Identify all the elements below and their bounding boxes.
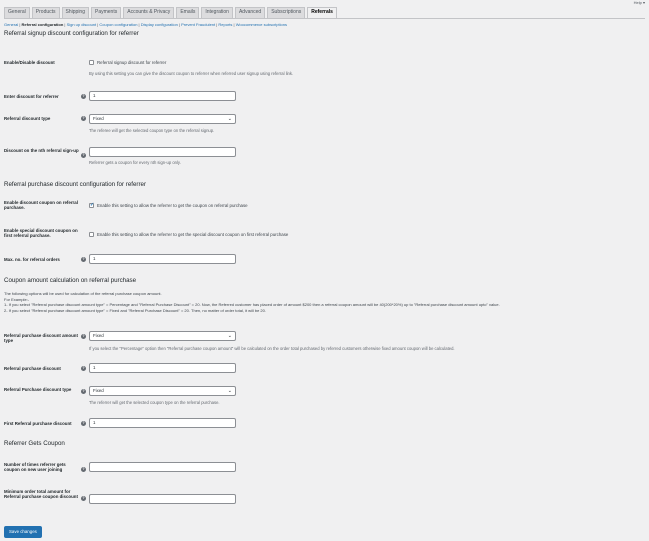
enable-signup-discount-checkbox[interactable]: [89, 60, 94, 65]
chevron-down-icon: ⌄: [227, 116, 232, 122]
referral-discount-type-select[interactable]: Fixed ⌄: [89, 114, 236, 124]
max-referral-orders-label: Max. no. for referral orders: [4, 257, 60, 262]
minimum-order-total-label: Minimum order total amount for Referral purchase coupon discount: [4, 489, 78, 500]
minimum-order-total-input[interactable]: [89, 494, 236, 504]
sub-navigation: General | Referral configuration | Sign up discount | Coupon configuration | Display configuration | Prevent Fraudulent | Reports | Woocommerce subscriptions: [4, 22, 287, 27]
referral-discount-type-description: The referee will get the selected coupon type on the referral signup.: [89, 128, 215, 133]
purchase-discount-label: Referral purchase discount: [4, 366, 61, 371]
nth-referral-label: Discount on the nth referral sign-up: [4, 148, 79, 153]
question-circle-icon: ?: [82, 257, 85, 261]
tab-products[interactable]: Products: [32, 7, 60, 18]
calculation-intro: The following options will be used for calculation of the referral purchase coupon amount.: [4, 291, 162, 296]
purchase-discount-input[interactable]: 1: [89, 363, 236, 373]
enable-purchase-coupon-label: Enable discount coupon on referral purchase.: [4, 200, 78, 211]
section-title-referrer-gets: Referrer Gets Coupon: [4, 440, 65, 447]
question-circle-icon: ?: [82, 421, 85, 425]
question-circle-icon: ?: [82, 467, 85, 471]
purchase-coupon-type-label: Referral Purchase discount type: [4, 387, 72, 392]
times-referrer-gets-label: Number of times referrer gets coupon on new user joining: [4, 462, 66, 473]
check-icon: ✓: [90, 202, 95, 208]
question-circle-icon: ?: [82, 116, 85, 120]
enable-discount-label: Enable/Disable discount: [4, 60, 55, 65]
section-title-signup: Referral signup discount configuration for referrer: [4, 30, 139, 37]
calculation-example-2: 2- If you select "Referral purchase discount amount type" = Fixed and "Referral Purchase Discount" = 20. Then, no matter of order total, it will be 20.: [4, 307, 266, 313]
subnav-general[interactable]: General: [4, 22, 19, 27]
enable-purchase-coupon-checkbox-label: Enable this setting to allow the referrer to get the coupon on referral purchase: [97, 203, 248, 208]
first-purchase-discount-label: First Referral purchase discount: [4, 421, 72, 426]
enable-signup-discount-checkbox-label: Referral signup discount for referrer: [97, 60, 167, 65]
nth-referral-input[interactable]: [89, 147, 236, 157]
subnav-referral-configuration[interactable]: Referral configuration: [21, 22, 64, 27]
subnav-reports[interactable]: Reports: [218, 22, 233, 27]
purchase-coupon-type-description: The referrer will get the selected coupon type on the referral purchase.: [89, 400, 220, 405]
tab-subscriptions[interactable]: Subscriptions: [267, 7, 305, 18]
section-title-calculation: Coupon amount calculation on referral purchase: [4, 277, 137, 284]
tab-integration[interactable]: Integration: [201, 7, 233, 18]
chevron-down-icon: ⌄: [227, 333, 232, 339]
special-discount-label: Enable special discount coupon on first referral purchase.: [4, 228, 78, 239]
calculation-example-heading: For Example:-: [4, 296, 30, 302]
referrer-discount-label: Enter discount for referrer: [4, 94, 59, 99]
save-changes-button[interactable]: Save changes: [4, 526, 42, 538]
question-circle-icon: ?: [82, 94, 85, 98]
referral-discount-type-label: Referral discount type: [4, 116, 51, 121]
tab-divider: [4, 18, 645, 19]
enable-discount-description: By using this setting you can give the discount coupon to referrer when referred user signup using referral link.: [89, 71, 294, 76]
first-purchase-discount-input[interactable]: 1: [89, 418, 236, 428]
subnav-signup-discount[interactable]: Sign up discount: [66, 22, 97, 27]
subnav-woocommerce-subscriptions[interactable]: Woocommerce subscriptions: [235, 22, 287, 27]
question-circle-icon: ?: [82, 366, 85, 370]
special-discount-checkbox[interactable]: [89, 232, 94, 237]
amount-type-select[interactable]: Fixed ⌄: [89, 331, 236, 341]
tab-emails[interactable]: Emails: [176, 7, 199, 18]
tab-advanced[interactable]: Advanced: [235, 7, 265, 18]
enable-purchase-coupon-checkbox[interactable]: [89, 203, 94, 208]
tab-shipping[interactable]: Shipping: [62, 7, 89, 18]
max-referral-orders-input[interactable]: 1: [89, 254, 236, 264]
question-circle-icon: ?: [82, 389, 85, 393]
tab-referrals[interactable]: Referrals: [307, 7, 337, 18]
subnav-coupon-configuration[interactable]: Coupon configuration: [99, 22, 138, 27]
help-tab[interactable]: Help ▾: [633, 0, 645, 5]
chevron-down-icon: ⌄: [227, 388, 232, 394]
calculation-example-1: 1- If you select "Referral purchase discount amount type" = Percentage and "Referral Purchase Discount" = 20. Now, the Referred customer has placed order of amount $200 then a referral coupon amount will be 40(200*20%) up to "Referral purchase discount amount upto" value.: [4, 302, 500, 307]
referrer-discount-input[interactable]: 1: [89, 91, 236, 101]
tab-general[interactable]: General: [4, 7, 30, 18]
purchase-coupon-type-select[interactable]: Fixed ⌄: [89, 386, 236, 396]
settings-tabs: [4, 7, 339, 18]
question-circle-icon: ?: [82, 334, 85, 338]
times-referrer-gets-input[interactable]: [89, 462, 236, 472]
amount-type-description: If you select the "Percentage" option then "Referral purchase coupon amount" will be calculated on the order total purchased by referred customers otherwise fixed amount coupon will be calculated.: [89, 346, 455, 351]
subnav-display-configuration[interactable]: Display configuration: [140, 22, 178, 27]
special-discount-checkbox-label: Enable this setting to allow the referrer to get the special discount coupon on first referral purchase: [97, 232, 289, 237]
section-title-purchase: Referral purchase discount configuration for referrer: [4, 181, 147, 188]
subnav-prevent-fraudulent[interactable]: Prevent Fraudulent: [181, 22, 216, 27]
tab-payments[interactable]: Payments: [91, 7, 121, 18]
question-circle-icon: ?: [82, 496, 85, 500]
amount-type-label: Referral purchase discount amount type: [4, 333, 78, 344]
tab-accounts-privacy[interactable]: Accounts & Privacy: [123, 7, 174, 18]
nth-referral-description: Referrer gets a coupon for every nth sign-up only.: [89, 160, 181, 165]
question-circle-icon: ?: [82, 153, 85, 157]
